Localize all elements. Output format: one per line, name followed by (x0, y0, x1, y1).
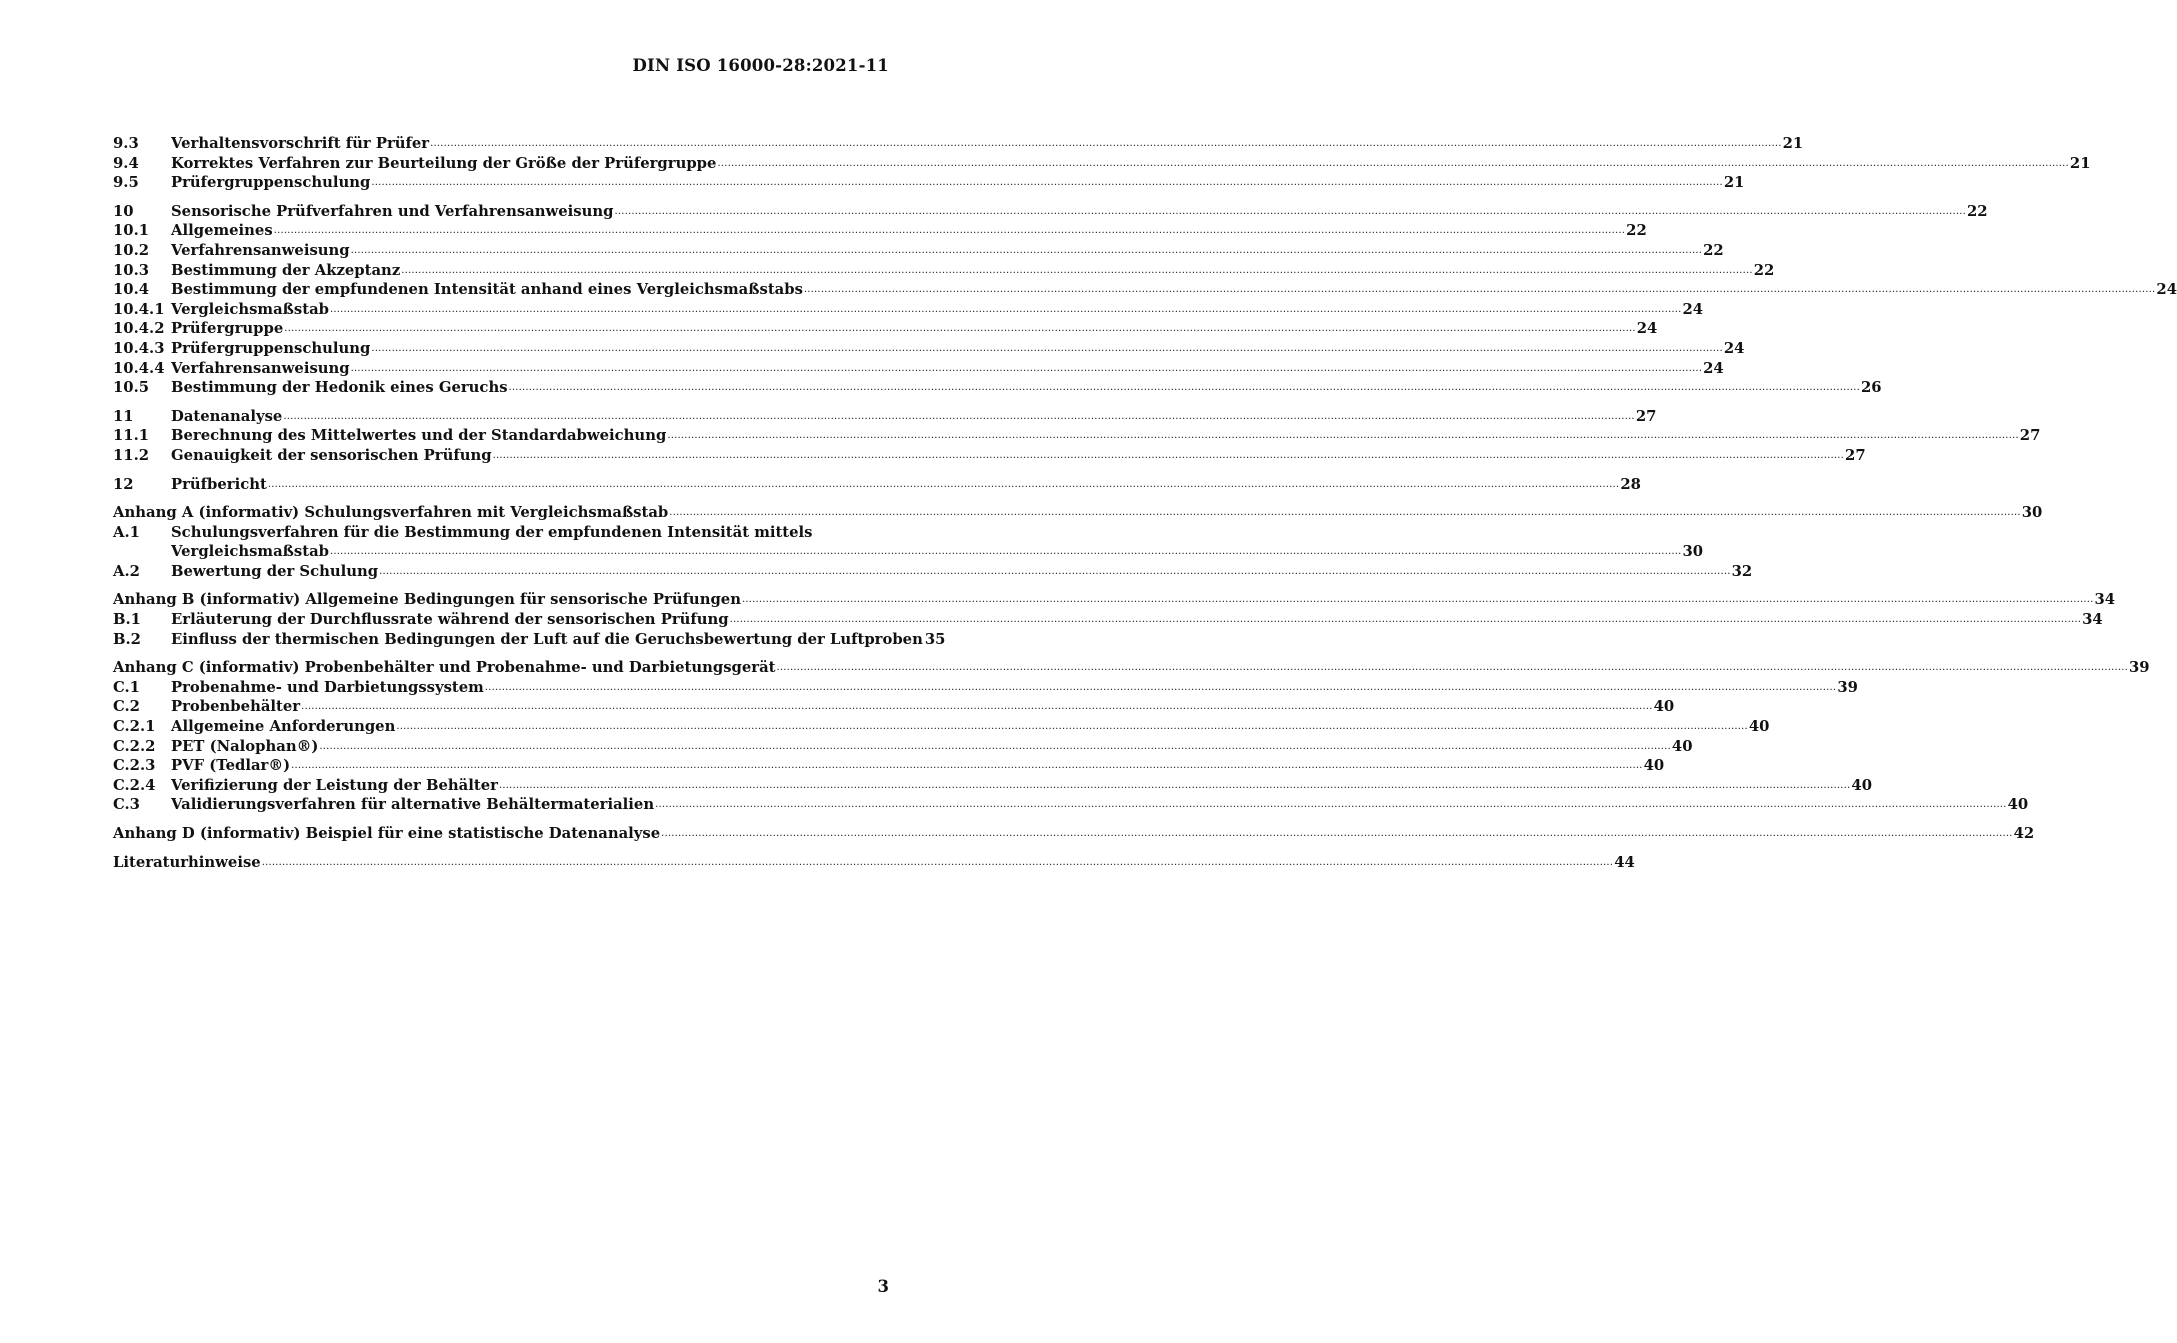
toc-entry-number: C.2.4 (113, 776, 156, 794)
toc-entry-title: Prüfbericht (171, 475, 267, 493)
dot-leader (330, 542, 1681, 562)
toc-entry[interactable] (113, 630, 946, 650)
toc-entry-title: Probenahme- und Darbietungssystem (171, 678, 484, 696)
toc-entry-title-line (171, 630, 946, 650)
toc-entry-title: Datenanalyse (171, 407, 283, 425)
toc-entry-number: A.2 (113, 562, 140, 580)
toc-entry-title-line (171, 173, 1745, 193)
toc-entry-title: Allgemeine Anforderungen (171, 718, 396, 736)
toc-entry-number: 10.4 (113, 281, 150, 299)
toc-entry-number: B.2 (113, 630, 141, 648)
toc-entry-page: 39 (1837, 678, 1858, 696)
toc-entry-title-line (171, 562, 1753, 582)
toc-entry-number: C.2.1 (113, 718, 156, 736)
toc-entry-title: Vergleichsmaßstab (171, 543, 330, 561)
toc-entry[interactable] (113, 523, 890, 543)
toc-entry-title-line (171, 776, 1873, 796)
toc-entry-page: 40 (1851, 776, 1873, 794)
toc-entry-page: 34 (2082, 611, 2103, 629)
toc-entry-title: Bewertung der Schulung (171, 562, 379, 580)
dot-leader (430, 134, 1781, 154)
toc-entry-number: 11 (113, 407, 134, 425)
toc-entry-title: Berechnung des Mittelwertes und der Standardabweichung (171, 427, 667, 445)
dot-leader (284, 319, 1635, 339)
dot-leader (655, 795, 2006, 815)
toc-entry-title-line (171, 717, 1770, 737)
toc-entry-number: A.1 (113, 523, 140, 541)
toc-entry-title: Verfahrensanweisung (171, 359, 350, 377)
toc-entry-number: 11.1 (113, 427, 150, 445)
toc-entry-title: Probenbehälter (171, 698, 301, 716)
dot-leader (283, 407, 1634, 427)
dot-leader (509, 378, 1860, 398)
toc-entry-title: Vergleichsmaßstab (171, 300, 330, 318)
toc-entry[interactable] (113, 154, 2091, 174)
toc-entry-page: 32 (1731, 562, 1753, 580)
toc-entry-page: 28 (1620, 475, 1641, 493)
toc-entry-page: 39 (2129, 659, 2150, 677)
dot-leader (742, 590, 2093, 610)
toc-entry-title-line (171, 241, 1724, 261)
dot-leader (615, 202, 1966, 222)
toc-entry[interactable] (113, 241, 1724, 261)
toc-entry-title: Erläuterung der Durchflussrate während der sensorischen Prüfung (171, 611, 729, 629)
toc-entry-page: 40 (2007, 796, 2029, 814)
toc-entry-page: 42 (2013, 825, 2035, 842)
toc-entry-page: 30 (1682, 543, 1704, 561)
toc-entry-number: C.2 (113, 698, 140, 716)
toc-entry-page: 24 (1723, 339, 1745, 357)
dot-leader (804, 280, 2155, 300)
toc-entry-title: PVF (Tedlar®) (171, 757, 291, 775)
toc-entry-number: 10.4.2 (113, 320, 165, 338)
toc-entry-page: 40 (1643, 757, 1665, 775)
toc-entry-page: 24 (1636, 320, 1658, 338)
toc-entry-title-line (171, 523, 890, 543)
toc-entry-title-line (171, 221, 1647, 241)
toc-entry-page: 24 (1703, 359, 1724, 377)
toc-entry-number: 10.3 (113, 261, 150, 279)
toc-entry-title-line (171, 261, 1775, 281)
toc-entry[interactable] (113, 202, 1988, 222)
toc-entry-title-line (171, 378, 1882, 398)
dot-leader (371, 173, 1722, 193)
toc-entry[interactable] (113, 776, 1873, 796)
toc-entry-title: Validierungsverfahren für alternative Behältermaterialien (171, 796, 655, 814)
dot-leader (379, 562, 1730, 582)
toc-entry[interactable] (113, 319, 1658, 339)
dot-leader (717, 154, 2068, 174)
toc-entry-number: 10.4.1 (113, 300, 165, 318)
toc-entry-page: 21 (1723, 174, 1745, 192)
toc-entry-title: Prüfergruppenschulung (171, 339, 371, 357)
toc-entry[interactable] (113, 446, 1866, 466)
toc-entry-title-line (171, 134, 1804, 154)
toc-entry[interactable] (113, 658, 2150, 678)
toc-entry-page: 21 (2069, 154, 2091, 172)
toc-entry[interactable] (113, 134, 1804, 154)
toc-entry[interactable] (113, 795, 2029, 815)
toc-entry-title-line (171, 475, 1641, 495)
toc-entry-number: 10.4.4 (113, 359, 165, 377)
toc-entry-title-line (171, 407, 1657, 427)
toc-entry-title-line (113, 658, 2150, 678)
toc-entry-title-line (171, 697, 1675, 717)
table-of-contents (113, 134, 2177, 872)
dot-leader (268, 475, 1619, 495)
dot-leader (274, 221, 1625, 241)
toc-entry-title-line (171, 319, 1658, 339)
toc-entry-title: Bestimmung der Hedonik eines Geruchs (171, 379, 508, 397)
toc-entry-page: 27 (2019, 427, 2041, 445)
dot-leader (485, 678, 1836, 698)
toc-entry-page: 27 (1845, 446, 1866, 464)
toc-entry[interactable] (113, 173, 1745, 193)
toc-entry[interactable] (113, 300, 1704, 320)
toc-entry[interactable] (113, 261, 1775, 281)
toc-entry[interactable] (113, 426, 2041, 446)
toc-entry-title: Verhaltensvorschrift für Prüfer (171, 135, 430, 152)
toc-entry-number: 12 (113, 475, 134, 493)
toc-entry-title: Literaturhinweise (113, 853, 261, 871)
toc-entry[interactable] (113, 697, 1675, 717)
toc-entry-page: 22 (1703, 241, 1724, 259)
toc-entry[interactable] (113, 339, 1745, 359)
toc-entry-title: Sensorische Prüfverfahren und Verfahrensanweisung (171, 202, 614, 220)
toc-entry-title: Bestimmung der Akzeptanz (171, 261, 401, 279)
dot-leader (777, 658, 2128, 678)
toc-entry-title-line (171, 610, 2103, 630)
toc-entry[interactable] (113, 610, 2103, 630)
toc-entry-page: 22 (1966, 202, 1988, 220)
toc-entry-number: 10.2 (113, 241, 150, 259)
document-id: DIN ISO 16000-28:2021-11 (632, 56, 889, 75)
toc-entry-title: Verifizierung der Leistung der Behälter (171, 776, 498, 794)
toc-entry-title-line (113, 824, 2035, 844)
dot-leader (351, 241, 1702, 261)
toc-entry[interactable] (113, 853, 1635, 873)
toc-entry-page: 40 (1653, 698, 1675, 716)
toc-entry-page: 22 (1753, 261, 1775, 279)
toc-entry[interactable] (113, 678, 1858, 698)
toc-entry-page: 34 (2094, 591, 2116, 609)
toc-entry-title-line (171, 154, 2091, 174)
toc-entry-page: 22 (1626, 222, 1647, 240)
toc-entry-title-line (171, 280, 2177, 300)
dot-leader (371, 339, 1722, 359)
toc-entry-title-line (171, 300, 1704, 320)
toc-entry-title-line (113, 590, 2116, 610)
toc-entry[interactable] (113, 280, 2177, 300)
toc-entry-title: Prüfergruppe (171, 320, 284, 338)
dot-leader (669, 503, 2020, 523)
toc-entry[interactable] (113, 717, 1770, 737)
toc-entry-number: C.2.2 (113, 737, 156, 755)
dot-leader (291, 756, 1642, 776)
toc-entry-title-line (171, 756, 1665, 776)
toc-entry-title-line (171, 795, 2029, 815)
dot-leader (499, 776, 1850, 796)
toc-entry-title: Bestimmung der empfundenen Intensität anhand eines Vergleichsmaßstabs (171, 281, 803, 299)
toc-entry[interactable] (113, 824, 2035, 844)
toc-entry-page: 27 (1635, 407, 1657, 425)
toc-entry-title: Verfahrensanweisung (171, 241, 350, 259)
toc-entry-title-line (113, 853, 1635, 873)
toc-entry-title-line (171, 339, 1745, 359)
toc-entry-number: C.1 (113, 678, 140, 696)
toc-entry[interactable] (113, 562, 1753, 582)
toc-entry-page: 40 (1671, 737, 1693, 755)
toc-entry-page: 40 (1748, 718, 1770, 736)
toc-entry-page: 24 (2156, 281, 2177, 299)
toc-entry-title: PET (Nalophan®) (171, 737, 319, 755)
dot-leader (351, 359, 1702, 379)
dot-leader (661, 824, 2012, 844)
toc-entry-page: 24 (1682, 300, 1704, 318)
toc-entry[interactable] (113, 221, 1647, 241)
toc-entry-title-line (171, 359, 1724, 379)
toc-entry-number: 9.5 (113, 174, 139, 192)
toc-entry-number: C.3 (113, 796, 140, 814)
toc-entry-title: Einfluss der thermischen Bedingungen der Luft auf die Geruchsbewertung der Luftproben (171, 630, 923, 648)
dot-leader (330, 300, 1681, 320)
toc-entry[interactable] (113, 590, 2116, 610)
toc-entry-title: Anhang A (informativ) Schulungsverfahren mit Vergleichsmaßstab (113, 504, 669, 522)
toc-entry-number: 9.4 (113, 154, 139, 172)
toc-entry[interactable] (113, 407, 1657, 427)
toc-entry-page: 35 (924, 630, 946, 648)
toc-entry-title-line (171, 737, 1693, 757)
toc-entry[interactable] (113, 542, 1704, 562)
toc-entry-page: 44 (1614, 853, 1635, 871)
dot-leader (262, 853, 1613, 873)
toc-entry-title-line (113, 503, 2043, 523)
toc-entry[interactable] (113, 475, 1641, 495)
dot-leader (401, 261, 1752, 281)
toc-entry[interactable] (113, 378, 1882, 398)
toc-entry-number: 10.5 (113, 379, 150, 397)
toc-entry-title: Prüfergruppenschulung (171, 174, 371, 192)
dot-leader (667, 426, 2018, 446)
toc-entry-title: Anhang D (informativ) Beispiel für eine statistische Datenanalyse (113, 825, 661, 842)
toc-entry-number: 11.2 (113, 446, 150, 464)
toc-entry[interactable] (113, 737, 1693, 757)
page-number: 3 (877, 1277, 889, 1296)
dot-leader (319, 737, 1670, 757)
toc-entry-title: Korrektes Verfahren zur Beurteilung der Größe der Prüfergruppe (171, 154, 717, 172)
toc-entry-title-line (171, 446, 1866, 466)
dot-leader (396, 717, 1747, 737)
toc-entry-title: Allgemeines (171, 222, 273, 240)
dot-leader (301, 697, 1652, 717)
dot-leader (493, 446, 1844, 466)
toc-entry-title: Anhang C (informativ) Probenbehälter und Probenahme- und Darbietungsgerät (113, 659, 776, 677)
dot-leader (730, 610, 2081, 630)
toc-entry-title-line (171, 542, 1704, 562)
toc-entry-number: 10 (113, 202, 134, 220)
toc-entry-title-line (171, 678, 1858, 698)
toc-entry[interactable] (113, 359, 1724, 379)
toc-entry-number: 9.3 (113, 135, 139, 152)
toc-entry-title-line (171, 426, 2041, 446)
toc-entry[interactable] (113, 756, 1665, 776)
toc-entry[interactable] (113, 503, 2043, 523)
toc-entry-title: Schulungsverfahren für die Bestimmung der empfundenen Intensität mittels (171, 523, 813, 541)
toc-entry-number: B.1 (113, 611, 141, 629)
toc-entry-number: 10.1 (113, 222, 150, 240)
toc-entry-title: Anhang B (informativ) Allgemeine Bedingungen für sensorische Prüfungen (113, 591, 741, 609)
toc-entry-title-line (171, 202, 1988, 222)
toc-entry-title: Genauigkeit der sensorischen Prüfung (171, 446, 492, 464)
toc-entry-number: C.2.3 (113, 757, 156, 775)
toc-entry-number: 10.4.3 (113, 339, 165, 357)
toc-entry-page: 26 (1861, 379, 1882, 397)
toc-entry-page: 30 (2021, 504, 2043, 522)
toc-entry-page: 21 (1782, 135, 1804, 152)
